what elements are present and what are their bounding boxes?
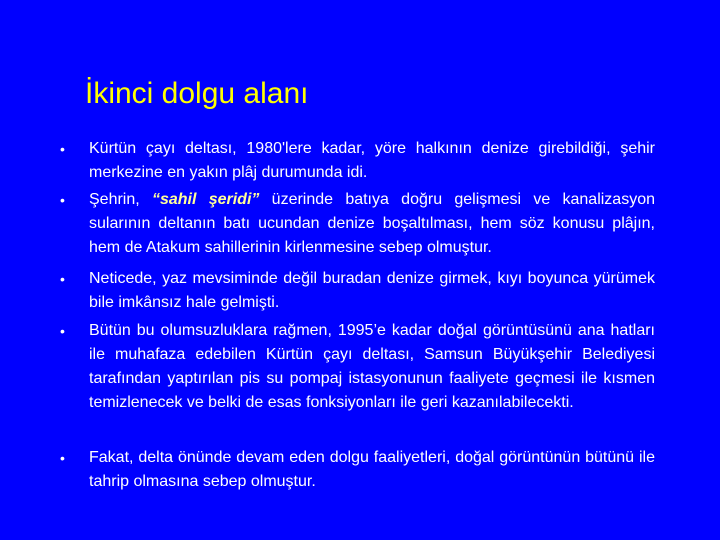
bullet-text: Fakat, delta önünde devam eden dolgu faaliyetleri, doğal görüntünün bütünü ile tahrip olmasına sebep olmuştur. — [89, 449, 655, 490]
bullet-text: Neticede, yaz mevsiminde değil buradan denize girmek, kıyı boyunca yürümek bile imkânsız hale gelmişti. — [89, 270, 655, 311]
bullet-text: Bütün bu olumsuzluklara rağmen, 1995’e kadar doğal görüntüsünü ana hatları ile muhafaza edebilen Kürtün çayı deltası, Samsun Büyükşehir Belediyesi tarafından yaptırılan pis su pompaj istasyonunun faaliyete geçmesi ile kısmen temizlenecek ve belki de esas fonksiyonları ile geri kazanılabilecekti. — [89, 322, 655, 411]
bullet-text-after: üzerinde batıya doğru gelişmesi ve kanalizasyon sularının deltanın batı ucundan denize boşaltılması, hem söz konusu plâjın, hem de Atakum sahillerinin kirlenmesine sebep olmuştur. — [89, 191, 655, 256]
slide-title: İkinci dolgu alanı — [85, 77, 309, 110]
bullet-dot: • — [60, 271, 65, 287]
bullet-dot: • — [60, 450, 65, 466]
bullet-dot: • — [60, 323, 65, 339]
sahil-seridi-highlight: “sahil şeridi” — [151, 191, 260, 208]
bullet-text-before: Şehrin, — [89, 191, 152, 208]
bullet-dot: • — [60, 192, 65, 208]
bullet-text: Kürtün çayı deltası, 1980'lere kadar, yöre halkının denize girebildiği, şehir merkezine en yakın plâj durumunda idi. — [89, 140, 655, 181]
bullet-dot: • — [60, 141, 65, 157]
bullet-text — [89, 188, 655, 260]
